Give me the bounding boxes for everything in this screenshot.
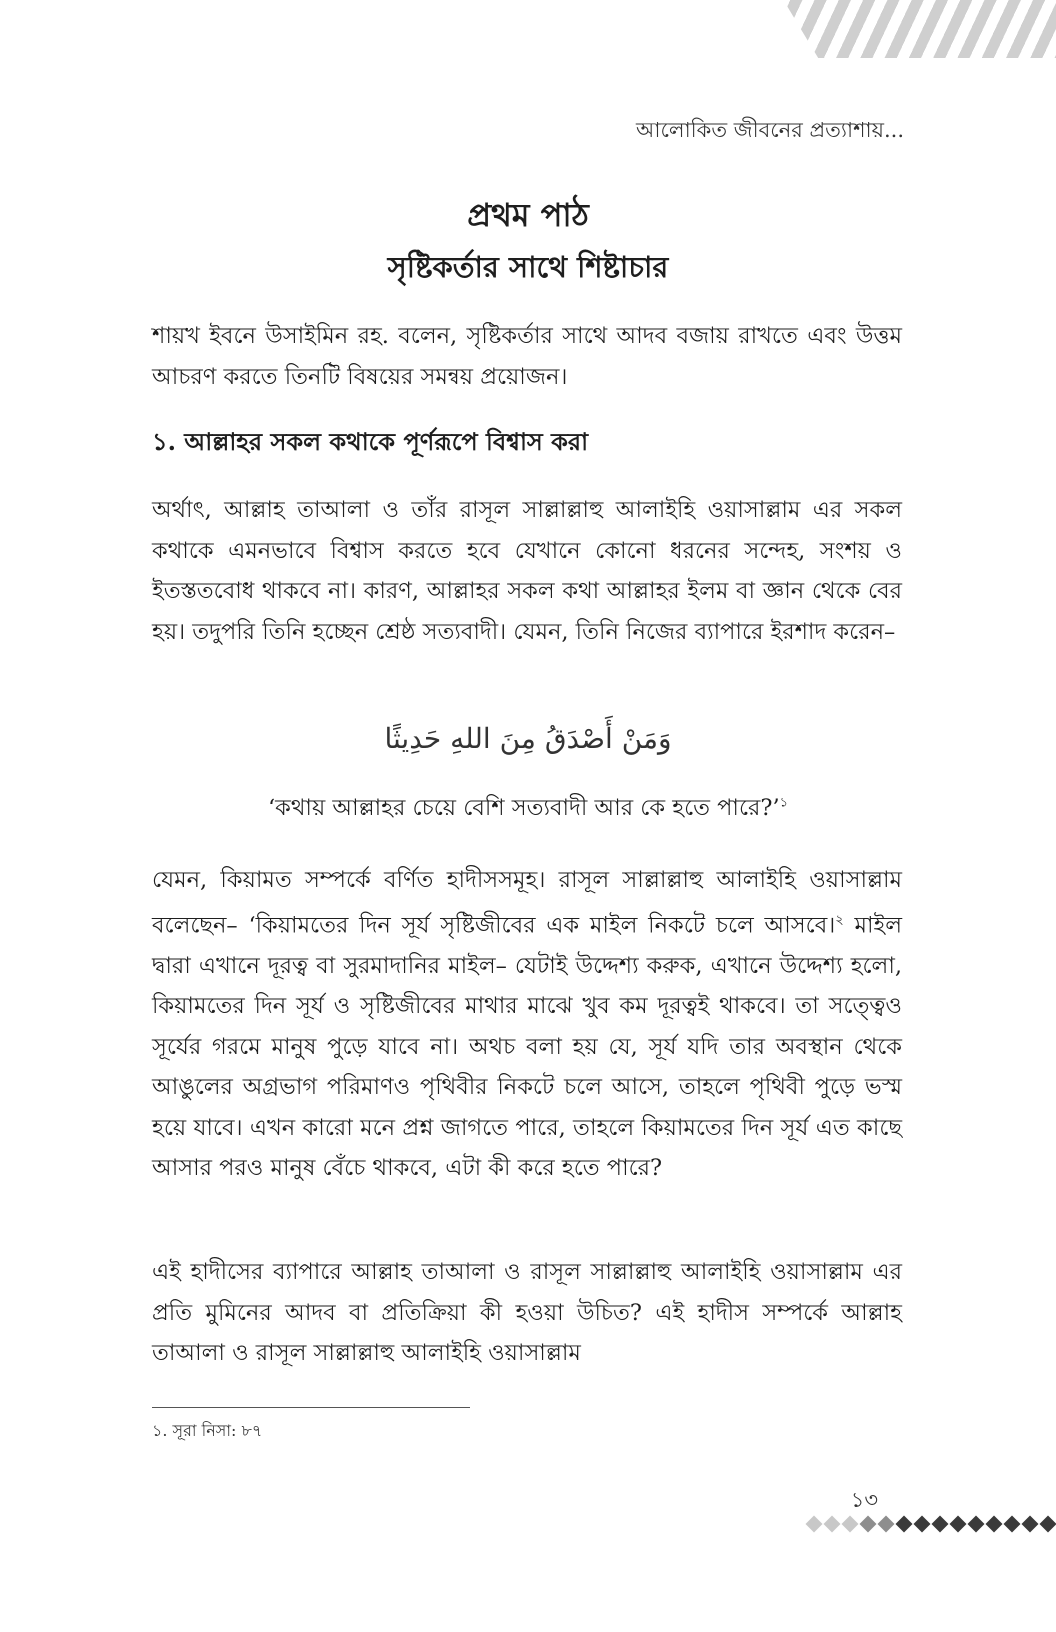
- ornament-dot: [932, 1516, 949, 1533]
- page-number: ১৩: [850, 1488, 878, 1512]
- ornament-dot: [860, 1516, 877, 1533]
- body-paragraph-3: এই হাদীসের ব্যাপারে আল্লাহ তাআলা ও রাসূল সাল্লাল্লাহু আলাইহি ওয়াসাল্লাম এর প্রতি মুমিনের আদব বা প্রতিক্রিয়া কী হওয়া উচিত? এই হাদীস সম্পর্কে আল্লাহ তাআলা ও রাসূল সাল্লাল্লাহু আলাইহি ওয়াসাল্লাম: [152, 1259, 902, 1366]
- body-paragraph-1: অর্থাৎ, আল্লাহ তাআলা ও তাঁর রাসূল সাল্লাল্লাহু আলাইহি ওয়াসাল্লাম এর সকল কথাকে এমনভাবে বিশ্বাস করতে হবে যেখানে কোনো ধরনের সন্দেহ, সংশয় ও ইতস্ততবোধ থাকবে না। কারণ, আল্লাহর সকল কথা আল্লাহর ইলম বা জ্ঞান থেকে বের হয়। তদুপরি তিনি হচ্ছেন শ্রেষ্ঠ সত্যবাদী। যেমন, তিনি নিজের ব্যাপারে ইরশাদ করেন–: [152, 497, 902, 645]
- ornament-dot: [1040, 1516, 1056, 1533]
- intro-paragraph: শায়খ ইবনে উসাইমিন রহ. বলেন, সৃষ্টিকর্তার সাথে আদব বজায় রাখতে এবং উত্তম আচরণ করতে তিনটি বিষয়ের সমন্বয় প্রয়োজন।: [152, 323, 902, 390]
- footnote-divider: [152, 1407, 470, 1408]
- ornament-dot: [1004, 1516, 1021, 1533]
- corner-stripe-decoration: [766, 0, 1056, 58]
- chapter-title: প্রথম পাঠ: [467, 196, 589, 234]
- body-paragraph-2-part2: মাইল দ্বারা এখানে দূরত্ব বা সুরমাদানির মাইল– যেটাই উদ্দেশ্য করুক, এখানে উদ্দেশ্য হলো, কিয়ামতের দিন সূর্য ও সৃষ্টিজীবের মাথার মাঝে খুব কম দূরত্বই থাকবে। তা সত্ত্বেও সূর্যের গরমে মানুষ পুড়ে যাবে না। অথচ বলা হয় যে, সূর্য যদি তার অবস্থান থেকে আঙুলের অগ্রভাগ পরিমাণও পৃথিবীর নিকটে চলে আসে, তাহলে পৃথিবী পুড়ে ভস্ম হয়ে যাবে। এখন কারো মনে প্রশ্ন জাগতে পারে, তাহলে কিয়ামতের দিন সূর্য এত কাছে আসার পরও মানুষ বেঁচে থাকবে, এটা কী করে হতে পারে?: [152, 912, 902, 1181]
- inline-marker: ২: [835, 912, 844, 928]
- chapter-subtitle: সৃষ্টিকর্তার সাথে শিষ্টাচার: [387, 250, 669, 284]
- section-heading: ১. আল্লাহর সকল কথাকে পূর্ণরূপে বিশ্বাস করা: [152, 427, 589, 456]
- running-header: আলোকিত জীবনের প্রত্যাশায়...: [635, 118, 904, 142]
- footnote: ১. সূরা নিসা: ৮৭: [152, 1421, 263, 1440]
- ornament-dot: [950, 1516, 967, 1533]
- body-paragraph-2-part1: যেমন, কিয়ামত সম্পর্কে বর্ণিত হাদীসসমূহ। রাসূল সাল্লাল্লাহু আলাইহি ওয়াসাল্লাম বলেছেন– ‘কিয়ামতের দিন সূর্য সৃষ্টিজীবের এক মাইল নিকটে চলে আসবে।: [152, 867, 902, 938]
- ornament-dot: [914, 1516, 931, 1533]
- arabic-verse: وَمَنْ أَصْدَقُ مِنَ اللهِ حَدِيثًا: [384, 722, 672, 755]
- ornament-dot: [878, 1516, 895, 1533]
- ornament-dot: [896, 1516, 913, 1533]
- ornament-dot: [824, 1516, 841, 1533]
- verse-translation-text: ‘কথায় আল্লাহর চেয়ে বেশি সত্যবাদী আর কে হতে পারে?’: [267, 795, 780, 821]
- ornament-dot: [968, 1516, 985, 1533]
- ornament-dot: [842, 1516, 859, 1533]
- ornament-dot: [1022, 1516, 1039, 1533]
- verse-translation: [0, 790, 1056, 828]
- ornament-dot: [986, 1516, 1003, 1533]
- footer-dot-ornament: [806, 1518, 1056, 1530]
- ornament-dot: [806, 1516, 823, 1533]
- body-paragraph-2: [152, 860, 902, 1189]
- footnote-marker[interactable]: ১: [779, 795, 789, 811]
